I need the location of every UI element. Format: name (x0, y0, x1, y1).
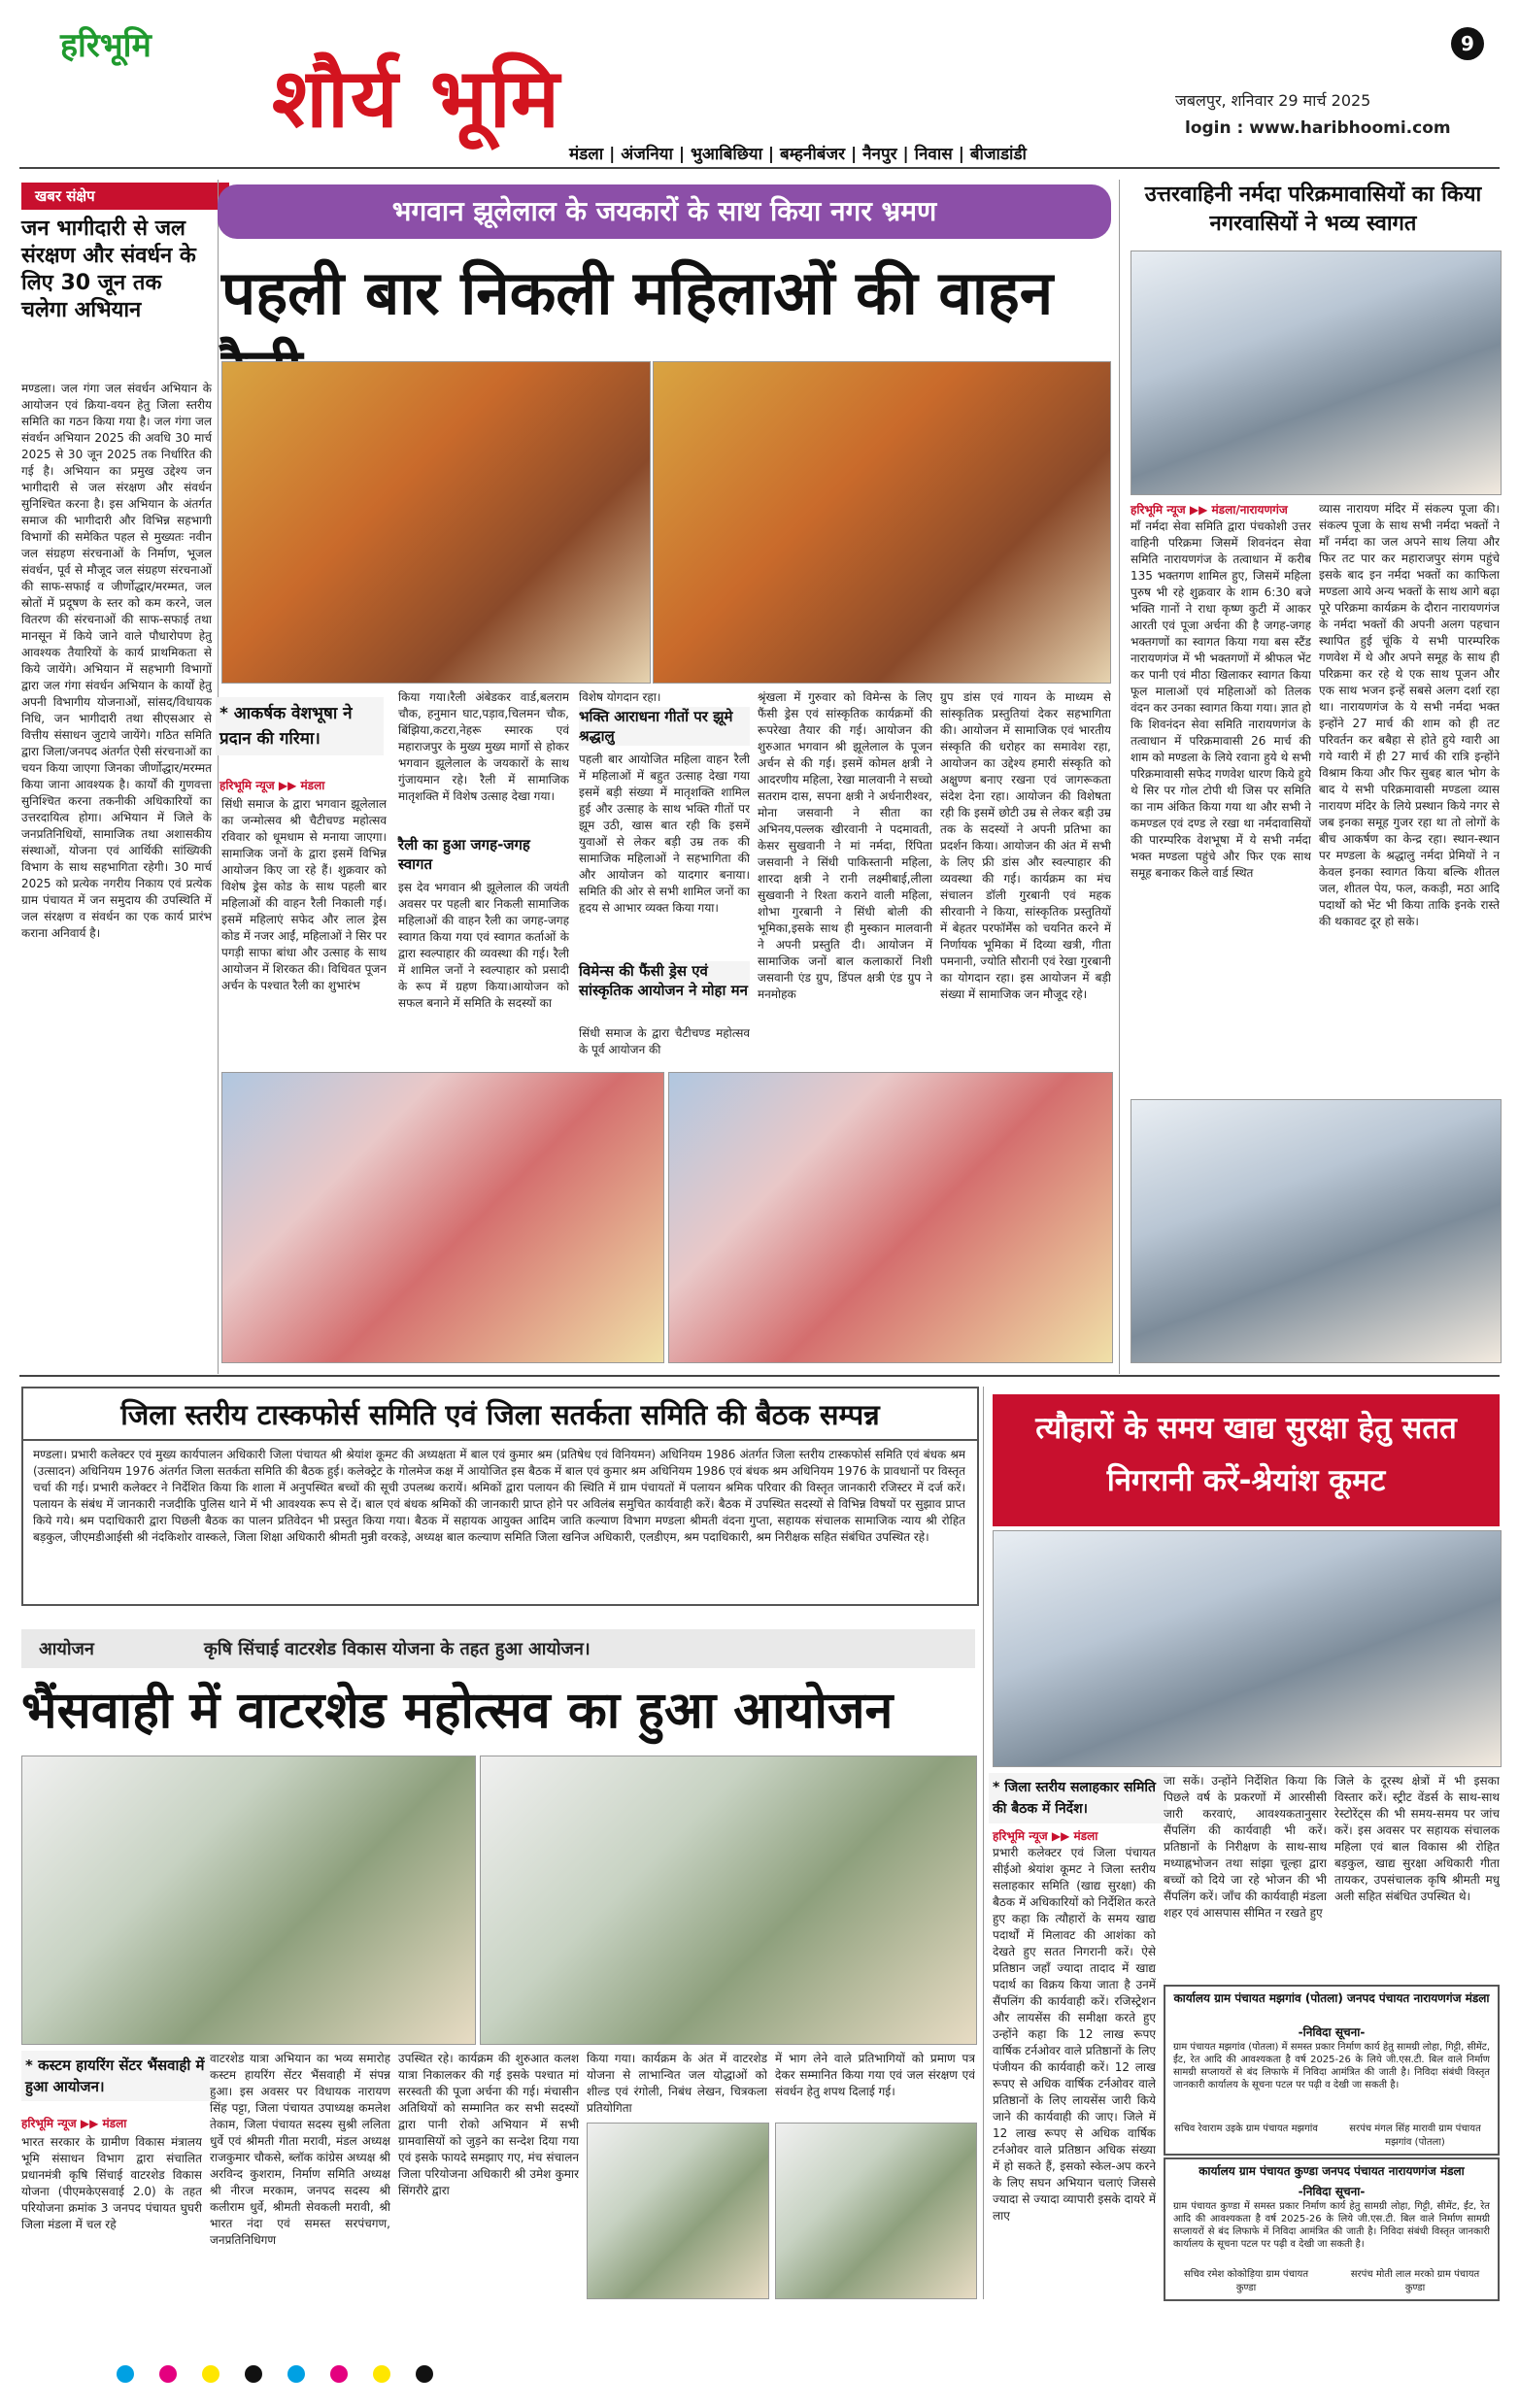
lead-subhead-3: विमेन्स की फैंसी ड्रेस एवं सांस्कृतिक आयोजन ने मोहा मन (579, 961, 750, 1000)
watershed-tag: आयोजन (39, 1639, 94, 1659)
color-mark-2 (202, 2365, 219, 2383)
notice1-body: ग्राम पंचायत मझगांव (पोतला) में समस्त प्रकार निर्माण कार्य हेतु सामग्री लोहा, गिट्टी, सीमेंट, ईंट, रेत आदि की आवश्यकता है वर्ष 2025-26 के लिये जी.एस.टी. बिल वाले निर्माण सामग्री सप्लायरों से बंद लिफाफे में निविदा आमंत्रित की जाती है। निविदा संबंधी विस्तृत जानकारी कार्यालय के सूचना पटल पर पढ़ी व देखी जा सकती है। (1173, 2042, 1490, 2090)
right-headline: उत्तरवाहिनी नर्मदा परिक्रमावासियों का किया नगरवासियों ने भव्य स्वागत (1144, 183, 1482, 236)
taskforce-body: मण्डला। प्रभारी कलेक्टर एवं मुख्य कार्यपालन अधिकारी जिला पंचायत श्री श्रेयांश कूमट की अध्यक्षता में बाल एवं कुमार श्रम (प्रतिषेध एवं विनियमन) अधिनियम 1986 अंतर्गत जिला स्तरीय टास्कफोर्स समिति एवं बंधक श्रम (उत्सादन) अधिनियम 1976 अंतर्गत जिला सतर्कता समिति की बैठक हुई। कलेक्ट्रेट के गोलमेज कक्ष में आयोजित इस बैठक में बाल एवं कुमार श्रम अधिनियम 1986 एवं बंधक श्रम अधिनियम 1976 के प्रावधानों पर विस्तृत चर्चा की गई। प्रभारी कलेक्टर ने निर्देशित किया कि शाला में अनुपस्थित बच्चों की सूची उपलब्ध करायें। श्रमिकों द्वारा पलायन की स्थिति में ग्राम पंचायतों में पलायन श्रमिक परिवार की विस्तृत जानकारी रजिस्टर में दर्ज करें। पलायन के संबंध में जानकारी नजदीकि पुलिस थाने में भी आवश्यक रूप से दें। बाल एवं बंधक श्रमिकों की जानकारी प्राप्त होने पर अविलंब समुचित कार्यवाही करें। बैठक में उपस्थित सदस्यों से विभिन्न विषयों पर सुझाव प्राप्त किये गये। श्रम पदाधिकारी द्वारा पिछली बैठक का पालन प्रतिवेदन भी प्रस्तुत किया गया। बैठक में सहायक आयुक्त आदिम जाति कल्याण विभाग मण्डला श्रीमती वंदना गुप्ता, सहायक संचालक सामाजिक न्याय श्री रोहित बड़कुल, जीएमडीआईसी श्री नंदकिशोर वास्कले, जिला शिक्षा अधिकारी श्रीमती मुन्नी वरकड़े, अध्यक्ष बाल कल्याण समिति जिला खनिज अधिकारी, एलडीएम, श्रम पदाधिकारी, श्रम निरीक्षक सहित संबंधित उपस्थित रहे। (33, 1448, 965, 1544)
watershed-body-col2: वाटरशेड यात्रा अभियान का भव्य समारोह कस्टम हायरिंग सेंटर भैंसवाही में संपन्न हुआ। इस अवसर पर विधायक नारायण सिंह पट्टा, जिला पंचायत उपाध्यक्ष कमलेश तेकाम, जिला पंचायत सदस्य सुश्री ललिता धुर्वे एवं श्रीमती गीता मरावी, मंडल अध्यक्ष राजकुमार चौकसे, ब्लॉक कांग्रेस अध्यक्ष श्री अरविन्द कुशराम, निर्माण समिति अध्यक्ष श्री नीरज मरकाम, जनपद सदस्य श्री कलीराम धुर्वे, श्रीमती सेवकली मरावी, श्री भारत नंदा एवं समस्त सरपंचगण, जनप्रतिनिधिगण (210, 2052, 390, 2247)
color-mark-6 (373, 2365, 390, 2383)
parikrama-photo-2 (1131, 1099, 1502, 1363)
lead-body-col2b: इस देव भगवान श्री झूलेलाल की जयंती अवसर पर पहली बार निकली सामाजिक महिलाओं की वाहन रैली का जगह-जगह स्वागत किया गया एवं स्वागत कर्ताओं के द्वारा स्वल्पाहार की व्यवस्था की गई। रैली में शामिल जनों ने स्वल्पाहार को प्रसादी के रूप में ग्रहण किया।आयोजन को सफल बनाने में समिति के सदस्यों का (398, 881, 569, 1010)
color-mark-3 (245, 2365, 262, 2383)
watershed-body-col3: उपस्थित रहे। कार्यक्रम की शुरुआत कलश यात्रा निकालकर की गई इसके पश्चात मां सरस्वती की पूजा अर्चना की गई। मंचासीन अतिथियों को सम्मानित कर सभी सदस्यों द्वारा पानी रोको अभियान में सभी ग्रामवासियों को जुड़ने का सन्देश दिया गया एवं इसके फायदे समझाए गए, मंच संचालन जिला परियोजना अधिकारी श्री उमेश कुमार सिंगरौरे द्वारा (398, 2052, 579, 2197)
right-newsline: हरिभूमि न्यूज ▶▶ मंडला/नारायणगंज (1131, 503, 1288, 517)
watershed-photo-3 (587, 2123, 769, 2299)
news-brief-tag: खबर संक्षेप (21, 183, 229, 210)
lead-body-col2: किया गया।रैली अंबेडकर वार्ड,बलराम चौक, हनुमान घाट,पड़ाव,चिलमन चौक, बिंझिया,कटरा,नेहरू स्मारक एवं महाराजपुर के मुख्य मुख्य मार्गो से होकर भगवान झूलेलाल के जयकारों के साथ गुंजायमान रहे। रैली में सामाजिक मातृशक्ति में विशेष उत्साह देखा गया। (398, 690, 569, 803)
watershed-photo-1 (21, 1756, 476, 2045)
watershed-photo-2 (480, 1756, 977, 2045)
watershed-body-col5: में भाग लेने वाले प्रतिभागियों को प्रमाण पत्र देकर सम्मानित किया गया एवं जल संरक्षण एवं संवर्धन हेतु शपथ दिलाई गई। (775, 2052, 975, 2098)
meeting-photo (993, 1530, 1502, 1767)
watershed-kicker: कृषि सिंचाई वाटरशेड विकास योजना के तहत हुआ आयोजन। (204, 1639, 591, 1659)
taskforce-rule (23, 1439, 977, 1441)
notice2-body: ग्राम पंचायत कुण्डा में समस्त प्रकार निर्माण कार्य हेतु सामग्री लोहा, गिट्टी, सीमेंट, ईंट, रेत आदि की आवश्यकता है वर्ष 2025-26 के लिये जी.एस.टी. बिल वाले निर्माण सामग्री सप्लायरों से बंद लिफाफे में निविदा आमंत्रित की जाती है। निविदा संबंधी विस्तृत जानकारी कार्यालय के सूचना पटल पर पढ़ी व देखी जा सकती है। (1173, 2201, 1490, 2250)
lead-body-col1: सिंधी समाज के द्वारा भगवान झूलेलाल का जन्मोत्सव श्री चैटीचण्ड महोत्सव रविवार को धूमधाम से मनाया जाएगा। सामाजिक जनों के द्वारा इसमें विभिन्न आयोजन किए जा रहे हैं। शुक्रवार को विशेष ड्रेस कोड के साथ पहली बार महिलाओं की वाहन रैली निकाली गई। इसमें महिलाएं सफेद और लाल ड्रेस कोड में नजर आईं, महिलाओं ने सिर पर पगड़ी साफा बांधा और उत्साह के साथ आयोजन में शिरकत की। विधिवत पूजन अर्चन के पश्चात रैली का शुभारंभ (221, 797, 387, 992)
taskforce-box (21, 1387, 979, 1606)
brief-headline: जन भागीदारी से जल संरक्षण और संवर्धन के लिए 30 जून तक चलेगा अभियान (21, 217, 196, 322)
parikrama-photo-1 (1131, 251, 1502, 495)
section-divider (19, 1375, 1500, 1377)
color-mark-4 (287, 2365, 305, 2383)
lead-body-col3a: विशेष योगदान रहा। (579, 690, 661, 704)
color-mark-5 (330, 2365, 348, 2383)
notice1-title: कार्यालय ग्राम पंचायत मझगांव (पोतला) जनपद पंचायत नारायणगंज मंडला (1173, 1991, 1490, 2005)
lead-body-col3: पहली बार आयोजित महिला वाहन रैली में महिलाओं में बहुत उत्साह देखा गया इसमें बड़ी संख्या में मातृशक्ति शामिल हुई और उत्साह के साथ भक्ति गीतों पर झूम उठी, खास बात रही कि इसमें युवाओं से लेकर बड़ी उम्र तक की सामाजिक महिलाओं ने सहभागिता की और आयोजन को यादगार बनाया। समिति की ओर से सभी शामिल जनों का हृदय से आभार व्यक्त किया गया। (579, 752, 750, 915)
lead-body-col3b: सिंधी समाज के द्वारा चैटीचण्ड महोत्सव के पूर्व आयोजन की (579, 1026, 750, 1056)
lead-kicker-banner: भगवान झूलेलाल के जयकारों के साथ किया नगर भ्रमण (218, 184, 1111, 239)
watershed-photo-4 (775, 2123, 977, 2299)
notice1-subtitle: -निविदा सूचना- (1298, 2025, 1366, 2039)
notice2-subtitle: -निविदा सूचना- (1298, 2185, 1366, 2198)
taskforce-headline: जिला स्तरीय टास्कफोर्स समिति एवं जिला सतर्कता समिति की बैठक सम्पन्न (120, 1398, 880, 1431)
city-list: मंडला | अंजनिया | भुआबिछिया | बम्हनीबंजर | नैनपुर | निवास | बीजाडांडी (569, 145, 1027, 164)
food-safety-headline: त्यौहारों के समय खाद्य सुरक्षा हेतु सतत निगरानी करें-श्रेयांश कूमट (993, 1394, 1500, 1526)
brief-body: मण्डला। जल गंगा जल संवर्धन अभियान के आयोजन एवं क्रिया-वयन हेतु जिला स्तरीय समिति का गठन किया गया है। जल गंगा जल संवर्धन अभियान 2025 की अवधि 30 मार्च 2025 से 30 जून 2025 तक निर्धारित की गई है। अभियान का प्रमुख उद्देश्य जन भागीदारी से जल संरक्षण और संवर्धन सुनिश्चित करना है। इस अभियान के अंतर्गत समाज की भागीदारी और विभिन्न सहभागी विभागों की समेकित पहल से मुख्यतः नवीन जल संग्रहण संरचनाओं के निर्माण, भूजल संवर्धन, पूर्व से मौजूद जल संग्रहण संरचनाओं की साफ-सफाई व जीर्णोद्धार/मरम्मत, जल स्रोतों में प्रदूषण के स्तर को कम करने, जल वितरण की संरचनाओं की साफ-सफाई तथा मानसून में किये जाने वाले पौधारोपण हेतु आवश्यक तैयारियों के कार्य प्राथमिकता से किये जायेंगे। अभियान में सहभागी विभागों द्वारा जल गंगा संवर्धन अभियान के कार्यों हेतु अपनी विभागीय योजनाओं, सांसद/विधायक निधि, जन भागीदारी तथा सीएसआर से वित्तीय संसाधन जुटाये जायेंगे। गठित समिति द्वारा जिला/जनपद अंतर्गत ऐसी संरचनाओं का चयन किया जाएगा जिनका जीर्णोद्धार/मरम्मत किया जाना आवश्यक है। कार्यों की गुणवत्ता सुनिश्चित करना तकनीकी अधिकारियों का उत्तरदायित्व होगा। अभियान में जिले के जनप्रतिनिधियों, सामाजिक तथा अशासकीय संस्थाओं, योजना एवं आर्थिकी सांख्यिकी विभाग के साथ सहभागिता रहेगी। 30 मार्च 2025 को प्रत्येक नगरीय निकाय एवं प्रत्येक ग्राम पंचायत में जन समुदाय की उपस्थिति में जल संरक्षण व संवर्धन का एक कार्य प्रारंभ कराना अनिवार्य है। (21, 382, 212, 940)
food-safety-body-col3: जिले के दूरस्थ क्षेत्रों में भी इसका विस्तार करें। स्ट्रीट वेंडर्स के साथ-साथ रेस्टोरेंट्स की भी समय-समय पर जांच करें। इस अवसर पर सहायक संचालक महिला एवं बाल विकास श्री रोहित बड़कुल, खाद्य सुरक्षा अधिकारी गीता तायकर, उपसंचालक कृषि श्रीमती मधु अली सहित संबंधित उपस्थित थे। (1334, 1774, 1500, 1903)
lead-photo-caption: * आकर्षक वेशभूषा ने प्रदान की गरिमा। (216, 697, 384, 755)
lead-body-col5: ग्रुप डांस एवं गायन के माध्यम से सांस्कृतिक प्रस्तुतियां देकर सहभागिता की। आयोजन में सामाजिक एवं भारतीय संस्कृति की धरोहर का समावेश रहा, आयोजन का उद्देश्य हमारी संस्कृति को अक्षुण्ण बनाए रखना एवं जागरूकता संदेश देना रहा। आयोजन की विशेषता रही कि इसमें छोटी उम्र से लेकर बड़ी उम्र तक के सदस्यों ने अपनी प्रतिभा का प्रदर्शन किया। आयोजन की अंत में सभी के लिए फ्री डांस और स्वल्पाहार की व्यवस्था की गई। कार्यक्रम का मंच संचालन डॉली गुरबानी एवं महक सीरवानी ने किया, सांस्कृतिक प्रस्तुतियों में बेहतर परफॉर्मेंस को चयनित करने में निर्णायक भूमिका में दिव्या खत्री, गीता पमनानी, ज्योति सौरानी एवं रेखा गुरबानी का योगदान रहा। इस आयोजन में बड़ी संख्या में सामाजिक जन मौजूद रहे। (940, 690, 1111, 1001)
fancy-dress-photo (221, 1072, 664, 1363)
section-title: शौर्य भूमि (272, 50, 561, 146)
lead-body-col4: श्रृंखला में गुरुवार को विमेन्स के लिए फैंसी ड्रेस एवं सांस्कृतिक कार्यक्रमों की रूपरेखा तैयार की गई। आयोजन की शुरुआत भगवान श्री झूलेलाल के पूजन अर्चन से की गई। इसमें कोमल क्षत्री ने आदरणीय महिला, रेखा मालवानी ने सच्चो सतराम दास, सपना क्षत्री ने अर्धनारीश्वर, मोना जसवानी ने सीता का अभिनय,पल्लक खीरवानी ने पदमावती, केसर सुखवानी ने मां नर्मदा, रिंपिता जसवानी ने सिंधी पाकिस्तानी महिला, शारदा क्षत्री ने रानी लक्ष्मीबाई,लीला सुखवानी ने रिश्ता कराने वाली महिला, शोभा गुरबानी ने सिंधी बोली की भूमिका,इसके साथ ही मुस्कान मालवानी ने अपनी प्रस्तुति दी। आयोजन में सामाजिक जनों बाल कलाकारों निशी जसवानी एंड ग्रुप, डिंपल क्षत्री एंड ग्रुप ने मनमोहक (758, 690, 932, 1001)
rally-photo-2 (653, 361, 1111, 684)
masthead-divider (19, 167, 1500, 169)
watershed-caption: * कस्टम हायरिंग सेंटर भैंसवाही में हुआ आयोजन। (21, 2051, 210, 2101)
print-color-marks (117, 2365, 458, 2387)
column-rule (218, 180, 219, 1374)
lead-headline: पहली बार निकली महिलाओं की वाहन (221, 257, 1054, 328)
color-mark-1 (159, 2365, 177, 2383)
notice1-sign-secretary: सचिव रेवाराम उइके ग्राम पंचायत मझगांव (1174, 2124, 1318, 2134)
notice2-sign-sarpanch: सरपंच मोती लाल मरको ग्राम पंचायत कुण्डा (1350, 2269, 1480, 2293)
food-safety-newsline: हरिभूमि न्यूज ▶▶ मंडला (993, 1829, 1098, 1843)
column-rule (983, 1387, 984, 2299)
brand-logo: हरिभूमि (60, 26, 152, 65)
notice2-sign-secretary: सचिव रमेश कोकोड़िया ग्राम पंचायत कुण्डा (1183, 2269, 1309, 2293)
lead-newsline: हरिभूमि न्यूज ▶▶ मंडला (219, 779, 325, 792)
tender-notice-1 (1164, 1985, 1500, 2156)
food-safety-caption: * जिला स्तरीय सलाहकार समिति की बैठक में निर्देश। (989, 1773, 1167, 1823)
lead-subhead-1: रैली का हुआ जगह-जगह स्वागत (398, 836, 530, 873)
dateline: जबलपुर, शनिवार 29 मार्च 2025 (1175, 91, 1371, 110)
right-body-col1: माँ नर्मदा सेवा समिति द्वारा पंचकोशी उत्तर वाहिनी परिक्रमा जिसमें शिवनंदन सेवा समिति नारायणगंज के तत्वाधान में करीब 135 भक्तगण शामिल हुए, जिसमें महिला पुरुष भी रहे शुक्रवार के शाम 6:30 बजे भक्ति गानों ने राधा कृष्ण कुटी में आकर आरती एवं पूजा अर्चना की है जगह-जगह भक्तगणों का स्वागत किया गया बस स्टैंड नारायणगंज में भी भक्तगणों में श्रीफल भेंट कर पानी एवं मीठा खिलाकर स्वागत किया फूल मालाओं एवं महिलाओं को तिलक वंदन कर उनका स्वागत किया गया। ज्ञात हो कि शिवनंदन सेवा समिति नारायणगंज के तत्वाधान में परिक्रमावासी 26 मार्च की शाम को मण्डला के लिये रवाना हुये थे सभी परिक्रमावासी सफेद गणवेश धारण किये हुये थे सिर पर गोल टोपी थी जिस पर समिति का नाम अंकित किया गया था और सभी ने कमण्डल एवं दण्ड ले रखा था नर्मदावासियों की पारम्परिक वेशभूषा में ये सभी नर्मदा भक्त मण्डला पहुंचे और फिर एक साथ समूह बनाकर किले वार्ड स्थित (1131, 519, 1311, 880)
column-rule (1119, 180, 1120, 1374)
tender-notice-2 (1164, 2157, 1500, 2301)
lead-subhead-2: भक्ति आराधना गीतों पर झूमे श्रद्धालु (579, 707, 750, 746)
color-mark-7 (416, 2365, 433, 2383)
watershed-body-col4: किया गया। कार्यक्रम के अंत में वाटरशेड योजना से लाभान्वित जल योद्धाओं को शील्ड एवं रंगोली, निबंध लेखन, चित्रकला प्रतियोगिता (587, 2052, 767, 2115)
audience-photo (668, 1072, 1113, 1363)
right-body-col2: व्यास नारायण मंदिर में संकल्प पूजा की। संकल्प पूजा के साथ सभी नर्मदा भक्तों ने माँ नर्मदा का जल अपने साथ लिया और फिर तट पार कर महाराजपुर संगम पहुंचे इसके बाद इन नर्मदा भक्तों का काफिला मण्डला आये अन्य भक्तों के साथ आगे बढ़ा पूरे परिक्रमा कार्यक्रम के दौरान नारायणगंज के नर्मदा भक्तों की अपनी अलग पहचान स्थापित हुई चूंकि ये सभी पारम्परिक गणवेश में थे और अपने समूह के साथ ही परिक्रमा कर रहे थे एक साथ पूजन और एक साथ भजन इन्हें सबसे अलग दर्शा रहा था। नारायणगंज के ये सभी नर्मदा भक्त इन्होंने 27 मार्च की शाम को ही तट परिवर्तन कर बबैहा से होते हुये ग्वारी आ गये ग्वारी में ही 27 मार्च की रात्रि इन्होंने विश्राम किया और फिर सुबह बाल भोग के बाद ये सभी परिक्रमावासी मण्डला व्यास नारायण मंदिर के लिये प्रस्थान किये नगर से जब इनका समूह गुजर रहा था तो लोगों के बीच आकर्षण का केन्द्र रहा। स्थान-स्थान पर मण्डला के श्रद्धालु नर्मदा प्रेमियों ने न केवल इनका स्वागत किया बल्कि शीतल जल, शीतल पेय, फल, ककड़ी, मठा आदि पदार्थो को भेंट भी किया ताकि इनके रास्ते की थकावट दूर हो सके। (1319, 502, 1500, 928)
food-safety-body-col2: जा सकें। उन्होंने निर्देशित किया कि पिछले वर्ष के प्रकरणों में आरसीसी जारी करवाएं, आवश्यकतानुसार सैंपलिंग की कार्यवाही भी करें। प्रतिष्ठानों के निरीक्षण के साथ-साथ मध्याह्नभोजन तथा सांझा चूल्हा द्वारा बच्चों को दिये जा रहे भोजन की भी सैंपलिंग करें। जाँच की कार्यवाही मंडला शहर एवं आसपास सीमित न रखते हुए (1164, 1774, 1327, 1920)
rally-photo-1 (221, 361, 651, 684)
page-number: 9 (1451, 27, 1484, 60)
notice2-title: कार्यालय ग्राम पंचायत कुण्डा जनपद पंचायत नारायणगंज मंडला (1198, 2164, 1465, 2178)
notice1-sign-sarpanch: सरपंच मंगल सिंह मारावी ग्राम पंचायत मझगांव (पोतला) (1349, 2124, 1481, 2148)
watershed-headline: भैंसवाही में वाटरशेड महोत्सव का हुआ आयोजन (21, 1682, 894, 1740)
color-mark-0 (117, 2365, 134, 2383)
watershed-body-col1: भारत सरकार के ग्रामीण विकास मंत्रालय भूमि संसाधन विभाग द्वारा संचालित प्रधानमंत्री कृषि सिंचाई वाटरशेड विकास योजना (पीएमकेएसवाई 2.0) के तहत परियोजना क्रमांक 3 जनपद पंचायत घुघरी जिला मंडला में चल रहे (21, 2135, 202, 2231)
watershed-newsline: हरिभूमि न्यूज ▶▶ मंडला (21, 2117, 127, 2130)
login-url[interactable]: login : www.haribhoomi.com (1185, 118, 1451, 138)
food-safety-body-col1: प्रभारी कलेक्टर एवं जिला पंचायत सीईओ श्रेयांश कूमट ने जिला स्तरीय सलाहकार समिति (खाद्य सुरक्षा) की बैठक में अधिकारियों को निर्देशित करते हुए कहा कि त्यौहारों के समय खाद्य पदार्थों में मिलावट की आशंका को देखते हुए सतत निगरानी करें। ऐसे प्रतिष्ठान जहाँ ज्यादा तादाद में खाद्य पदार्थ का विक्रय किया जाता है उनमें सैंपलिंग की कार्यवाही करें। रजिस्ट्रेशन और लायसेंस की समीक्षा करते हुए उन्होंने कहा कि 12 लाख रूपए वार्षिक टर्नओवर वाले प्रतिष्ठानों के लिए पंजीयन की कार्यवाही करें। 12 लाख रूपए से अधिक वार्षिक टर्नओवर वाले प्रतिष्ठानों के लिए लायसेंस जारी किये जाने की कार्यवाही की जाए। जिले में 12 लाख रूपए से अधिक वार्षिक टर्नओवर वाले प्रतिष्ठान अधिक संख्या में हो सकते हैं, इसको स्केल-अप करने के लिए सघन अभियान चलाएं जिससे ज्यादा से ज्यादा व्यापारी इसके दायरे में लाए (993, 1846, 1156, 2223)
